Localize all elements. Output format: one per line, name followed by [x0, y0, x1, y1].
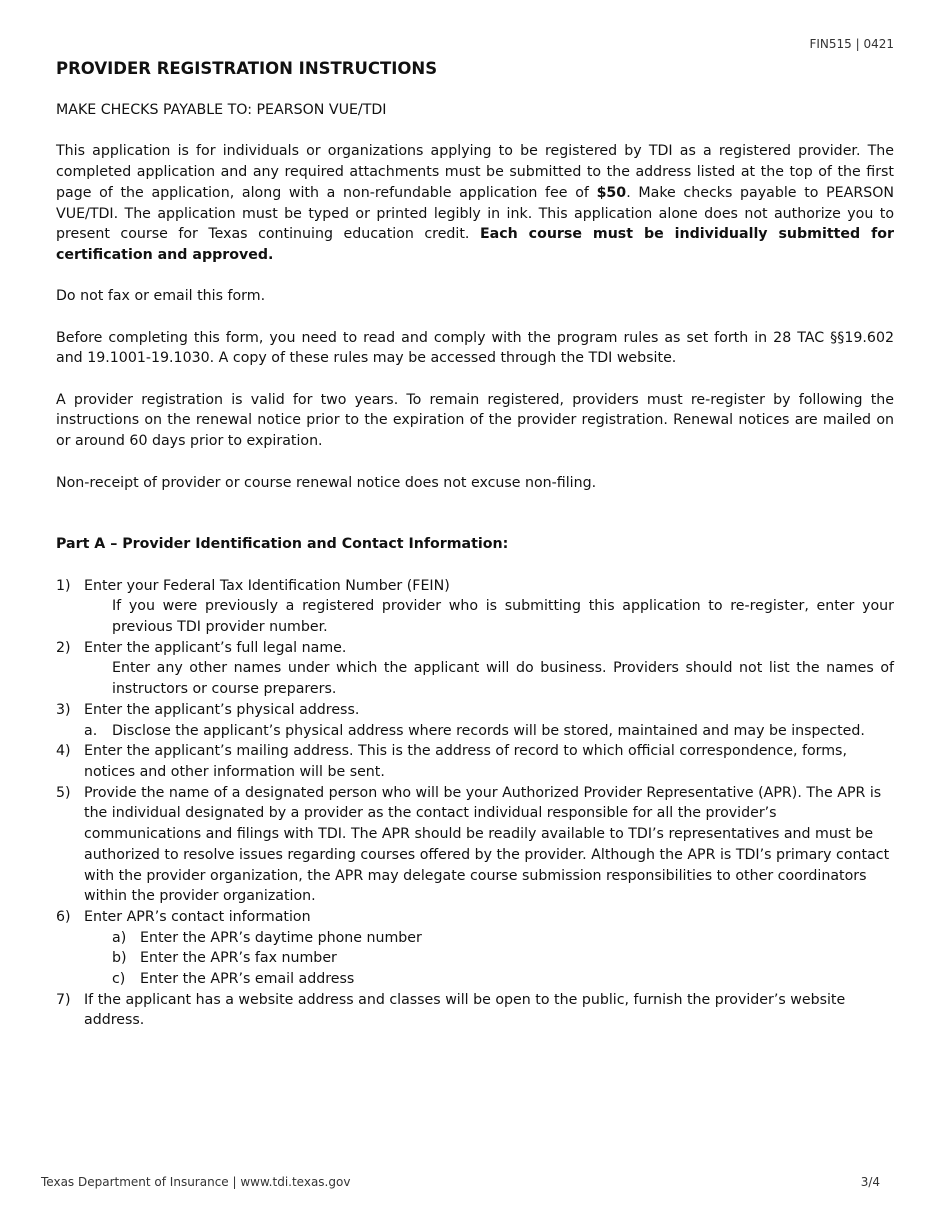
instruction-list: [56, 576, 894, 1031]
document-title: PROVIDER REGISTRATION INSTRUCTIONS: [56, 59, 438, 78]
instruction-item-5: [56, 783, 894, 907]
subitem-text: Enter the APR’s daytime phone number: [140, 929, 422, 946]
subitem-letter: b): [112, 950, 127, 967]
intro-paragraph: [56, 141, 894, 265]
instruction-item-2: [56, 638, 894, 700]
instruction-item-3: [56, 700, 894, 741]
page-number: 3/4: [860, 1175, 880, 1189]
instruction-number: 6): [56, 908, 71, 925]
instruction-item-4: [56, 741, 894, 782]
instruction-number: 4): [56, 743, 71, 760]
program-rules-paragraph: Before completing this form, you need to read and comply with the program rules as set forth in 28 TAC §§19.602 and 19.1001-19.1030. A copy of these rules may be accessed through the TDI website.: [56, 329, 894, 367]
no-fax-notice: Do not fax or email this form.: [56, 288, 266, 305]
payable-line: MAKE CHECKS PAYABLE TO: PEARSON VUE/TDI: [56, 102, 387, 118]
intro-bold-requirement: Each course must be individually submitted for certification and approved.: [56, 226, 895, 263]
application-fee: $50: [596, 184, 627, 201]
intro-text-start: This application is for individuals or organizations applying to be registered by TDI as a registered provider. The completed application and any required attachments must be submitted to the address listed at the top of the first page of the application, along with a non-refundable application fee of: [56, 143, 894, 201]
subitem-letter: a): [112, 929, 127, 946]
instruction-number: 3): [56, 701, 71, 718]
subitem-text: Disclose the applicant’s physical address where records will be stored, maintained and may be inspected.: [112, 722, 865, 739]
part-a-heading: Part A – Provider Identification and Contact Information:: [56, 536, 509, 553]
apr-contact-item: [112, 928, 894, 949]
subitem-letter: c): [112, 971, 126, 988]
registration-validity-paragraph: A provider registration is valid for two years. To remain registered, providers must re-register by following the instructions on the renewal notice prior to the expiration of the provider registration. Renewal notices are mailed on or around 60 days prior to expiration.: [56, 391, 894, 450]
instruction-item-7: [56, 990, 894, 1031]
instruction-text: Enter the applicant’s mailing address. This is the address of record to which official correspondence, forms, notices and other information will be sent.: [84, 743, 847, 780]
subitem-letter: a.: [84, 722, 98, 739]
page-body: [56, 58, 894, 1031]
non-receipt-paragraph: Non-receipt of provider or course renewal notice does not excuse non-filing.: [56, 474, 597, 491]
apr-contact-item: [112, 948, 894, 969]
footer-agency: Texas Department of Insurance | www.tdi.texas.gov: [41, 1175, 351, 1189]
instruction-subtext: If you were previously a registered provider who is submitting this application to re-register, enter your previous TDI provider number.: [112, 598, 894, 636]
instruction-text: Enter your Federal Tax Identification Number (FEIN): [84, 577, 450, 594]
instruction-number: 5): [56, 784, 71, 801]
apr-contact-list: [84, 928, 894, 990]
instruction-text: Enter the applicant’s physical address.: [84, 701, 360, 718]
instruction-text: If the applicant has a website address and classes will be open to the public, furnish the provider’s website address.: [84, 991, 846, 1029]
instruction-item-1: [56, 576, 894, 638]
subitem-text: Enter the APR’s email address: [140, 971, 355, 988]
instruction-number: 1): [56, 577, 71, 594]
instruction-subitem: [84, 721, 894, 742]
instruction-text: Provide the name of a designated person who will be your Authorized Provider Representative (APR). The APR is the individual designated by a provider as the contact individual responsible for all the provider’s communications and filings with TDI. The APR should be readily available to TDI’s representatives and must be authorized to resolve issues regarding courses offered by the provider. Although the APR is TDI’s primary contact with the provider organization, the APR may delegate course submission responsibilities to other coordinators within the provider organization.: [84, 784, 890, 905]
instruction-item-6: [56, 907, 894, 990]
instruction-subtext: Enter any other names under which the applicant will do business. Providers should not list the names of instructors or course preparers.: [112, 660, 894, 698]
instruction-number: 7): [56, 991, 71, 1008]
subitem-text: Enter the APR’s fax number: [140, 950, 337, 967]
instruction-number: 2): [56, 639, 71, 656]
intro-text-middle: . Make checks payable to PEARSON VUE/TDI. The application must be typed or printed legibly in ink. This application alone does not authorize you to present course for Texas continuing education credit.: [56, 184, 894, 243]
instruction-text: Enter the applicant’s full legal name.: [84, 639, 347, 656]
apr-contact-item: [112, 969, 894, 990]
instruction-text: Enter APR’s contact information: [84, 908, 311, 925]
form-code: FIN515 | 0421: [809, 37, 894, 51]
